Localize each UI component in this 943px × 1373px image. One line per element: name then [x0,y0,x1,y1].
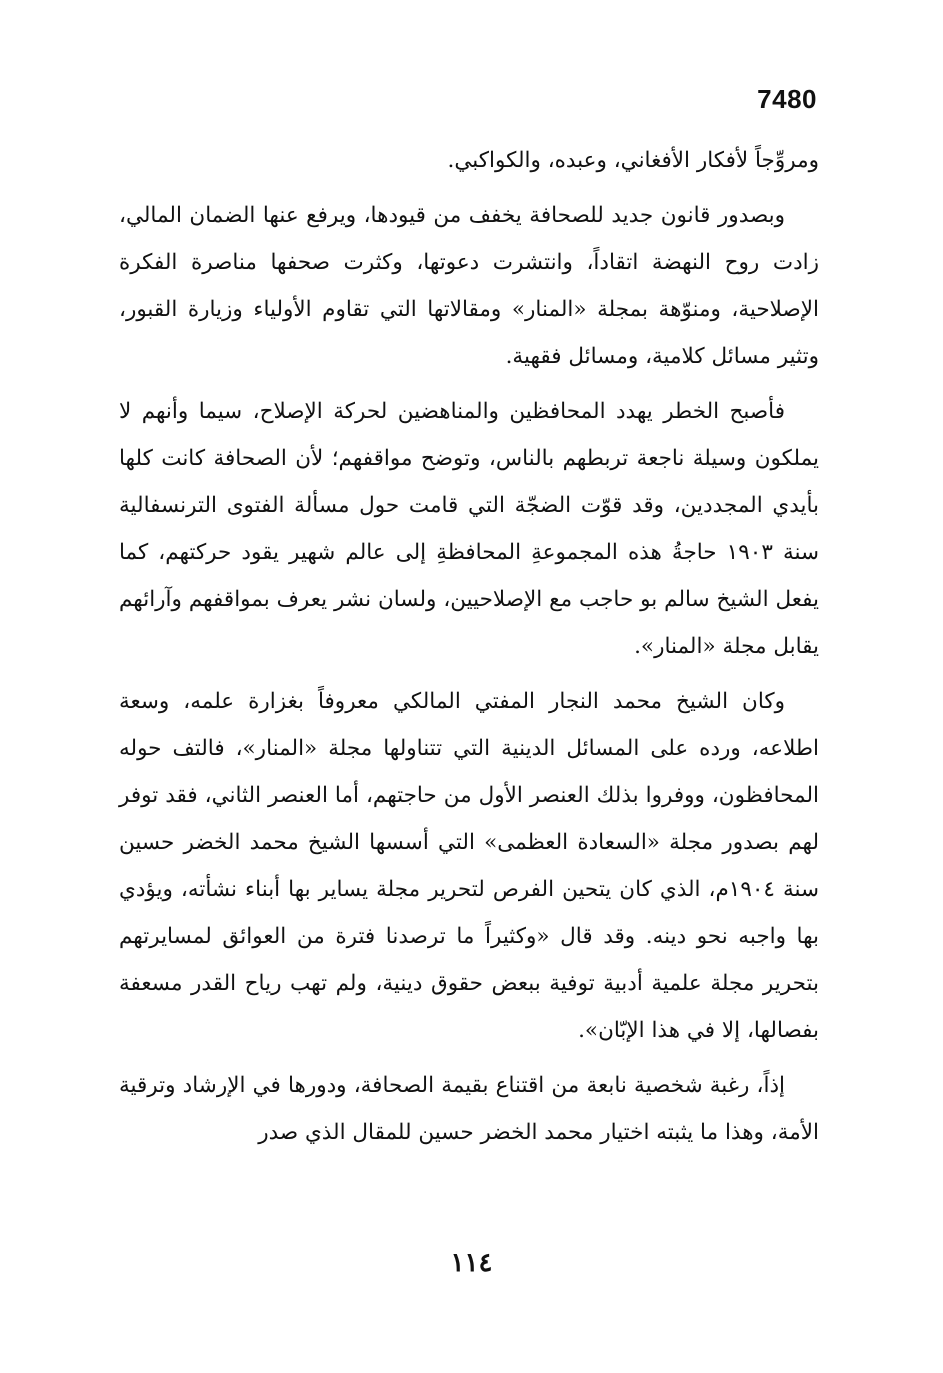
paragraph-sheikh-najjar: وكان الشيخ محمد النجار المفتي المالكي معروفاً بغزارة علمه، وسعة اطلاعه، ورده على المسائل الدينية التي تتناولها مجلة «المنار»، فالتف حوله المحافظون، ووفروا بذلك العنصر الأول من حاجتهم، أما العنصر الثاني، فقد توفر لهم بصدور مجلة «السعادة العظمى» التي أسسها الشيخ محمد الخضر حسين سنة ١٩٠٤م، الذي كان يتحين الفرص لتحرير مجلة يساير بها أبناء نشأته، ويؤدي بها واجبه نحو دينه. وقد قال «وكثيراً ما ترصدنا فترة من العوائق لمسايرتهم بتحرير مجلة علمية أدبية توفية ببعض حقوق دينية، ولم تهب رياح القدر مسعفة بفصالها، إلا في هذا الإبّان». [119,689,819,1043]
paragraph-press-law: وبصدور قانون جديد للصحافة يخفف من قيودها، ويرفع عنها الضمان المالي، زادت روح النهضة اتقاداً، وانتشرت دعوتها، وكثرت صحفها مناصرة الفكرة الإصلاحية، ومنوّهة بمجلة «المنار» ومقالاتها التي تقاوم الأولياء وزيارة القبور، وتثير مسائل كلامية، ومسائل فقهية. [119,203,819,369]
page-identifier: 7480 [757,84,817,114]
page-number: ١١٤ [450,1248,493,1278]
paragraph-conservatives-threat: فأصبح الخطر يهدد المحافظين والمناهضين لحركة الإصلاح، سيما وأنهم لا يملكون وسيلة ناجعة تربطهم بالناس، وتوضح مواقفهم؛ لأن الصحافة كانت كلها بأيدي المجددين، وقد قوّت الضجّة التي قامت حول مسألة الفتوى الترنسفالية سنة ١٩٠٣ حاجةُ هذه المجموعةِ المحافظةِ إلى عالم شهير يقود حركتهم، كما يفعل الشيخ سالم بو حاجب مع الإصلاحيين، ولسان نشر يعرف بمواقفهم وآرائهم يقابل مجلة «المنار». [119,399,819,659]
body-text [119,137,819,1164]
paragraph-personal-desire: إذاً، رغبة شخصية نابعة من اقتناع بقيمة الصحافة، ودورها في الإرشاد وترقية الأمة، وهذا ما يثبته اختيار محمد الخضر حسين للمقال الذي صدر [119,1073,819,1145]
paragraph-continuation: ومروِّجاً لأفكار الأفغاني، وعبده، والكواكبي. [447,148,819,173]
